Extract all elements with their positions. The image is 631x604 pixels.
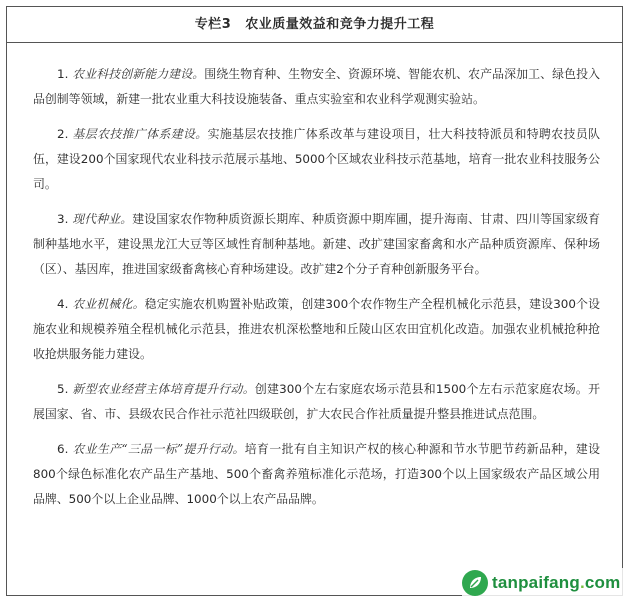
box-content [7,43,622,512]
item-number: 4. [57,297,69,311]
item-number: 2. [57,127,69,141]
item-heading: 现代种业。 [72,212,133,226]
watermark-tld: com [584,573,621,592]
box-title-text: 农业质量效益和竞争力提升工程 [245,17,435,32]
item-heading: 农业机械化。 [72,297,145,311]
list-item [33,377,600,427]
item-number: 5. [57,382,69,396]
item-heading: 基层农技推广体系建设。 [72,127,208,141]
item-heading: 农业科技创新能力建设。 [72,67,205,81]
box-title-label: 专栏3 [194,17,232,32]
item-number: 6. [57,442,69,456]
item-heading: 新型农业经营主体培育提升行动。 [72,382,255,396]
item-body: 创建300个左右家庭农场示范县和1500个左右示范家庭农场。开展国家、省、市、县级农民合作社示范社四级联创，扩大农民合作社质量提升整县推进试点范围。 [33,382,600,421]
item-heading: 农业生产“三品一标”提升行动。 [72,442,245,456]
list-item [33,437,600,512]
list-item [33,122,600,197]
watermark-text [492,573,620,593]
item-body: 培育一批有自主知识产权的核心种源和节水节肥节药新品种，建设800个绿色标准化农产品生产基地、500个畜禽养殖标准化示范场，打造300个以上国家级农产品区域公用品牌、500个以上企业品牌、1000个以上农产品品牌。 [33,442,600,506]
list-item [33,292,600,367]
item-number: 1. [57,67,69,81]
item-body: 围绕生物育种、生物安全、资源环境、智能农机、农产品深加工、绿色投入品创制等领域，新建一批农业重大科技设施装备、重点实验室和农业科学观测实验站。 [33,67,600,106]
watermark-name: tanpaifang [492,573,580,592]
site-watermark [462,568,624,598]
box-title [7,7,622,43]
leaf-circle-icon [462,570,488,596]
watermark-dot: . [579,573,585,592]
item-body: 实施基层农技推广体系改革与建设项目，壮大科技特派员和特聘农技员队伍，建设200个国家现代农业科技示范展示基地、5000个区域农业科技示范基地，培育一批农业科技服务公司。 [33,127,600,191]
list-item [33,207,600,282]
column-box [6,6,623,596]
item-body: 稳定实施农机购置补贴政策，创建300个农作物生产全程机械化示范县，建设300个设施农业和规模养殖全程机械化示范县，推进农机深松整地和丘陵山区农田宜机化改造。加强农业机械抢种抢收抢烘服务能力建设。 [33,297,600,361]
list-item [33,62,600,112]
item-number: 3. [57,212,69,226]
item-body: 建设国家农作物种质资源长期库、种质资源中期库圃，提升海南、甘肃、四川等国家级育制种基地水平，建设黑龙江大豆等区域性育制种基地。新建、改扩建国家畜禽和水产品种质资源库、保种场（区）、基因库，推进国家级畜禽核心育种场建设。改扩建2个分子育种创新服务平台。 [33,212,600,276]
